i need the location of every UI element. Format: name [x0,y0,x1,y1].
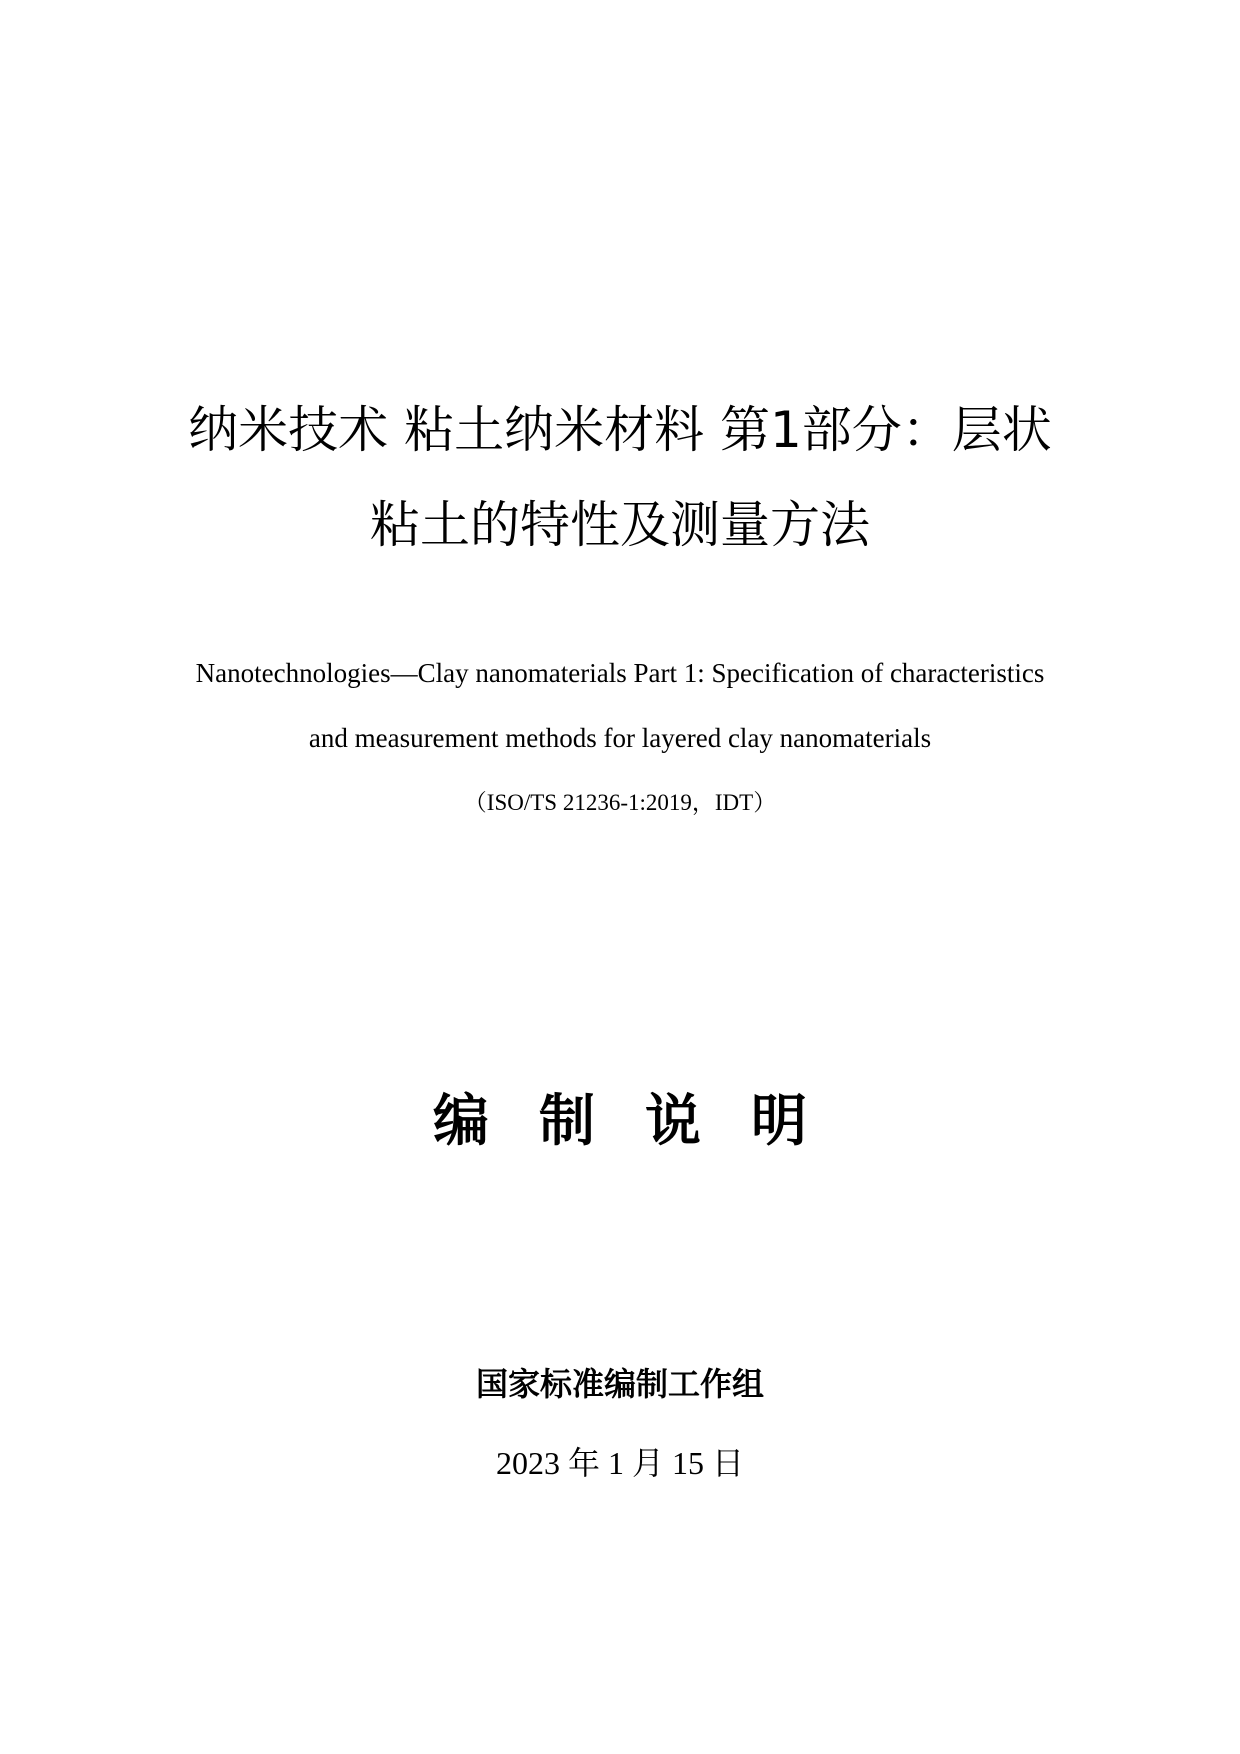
document-type-heading: 编制说明 [433,1088,857,1154]
chinese-title-line-1: 纳米技术 粘土纳米材料 第1部分：层状 [188,401,1052,459]
chinese-title-line-2: 粘土的特性及测量方法 [370,496,870,554]
standard-reference: （ISO/TS 21236-1:2019，IDT） [463,790,777,815]
english-title-line-2: and measurement methods for layered clay nanomaterials [308,723,932,753]
document-date: 2023 年 1 月 15 日 [495,1445,744,1481]
organization-name: 国家标准编制工作组 [475,1365,764,1403]
english-title-line-1: Nanotechnologies—Clay nanomaterials Part 1: Specification of characteristics [195,658,1045,688]
